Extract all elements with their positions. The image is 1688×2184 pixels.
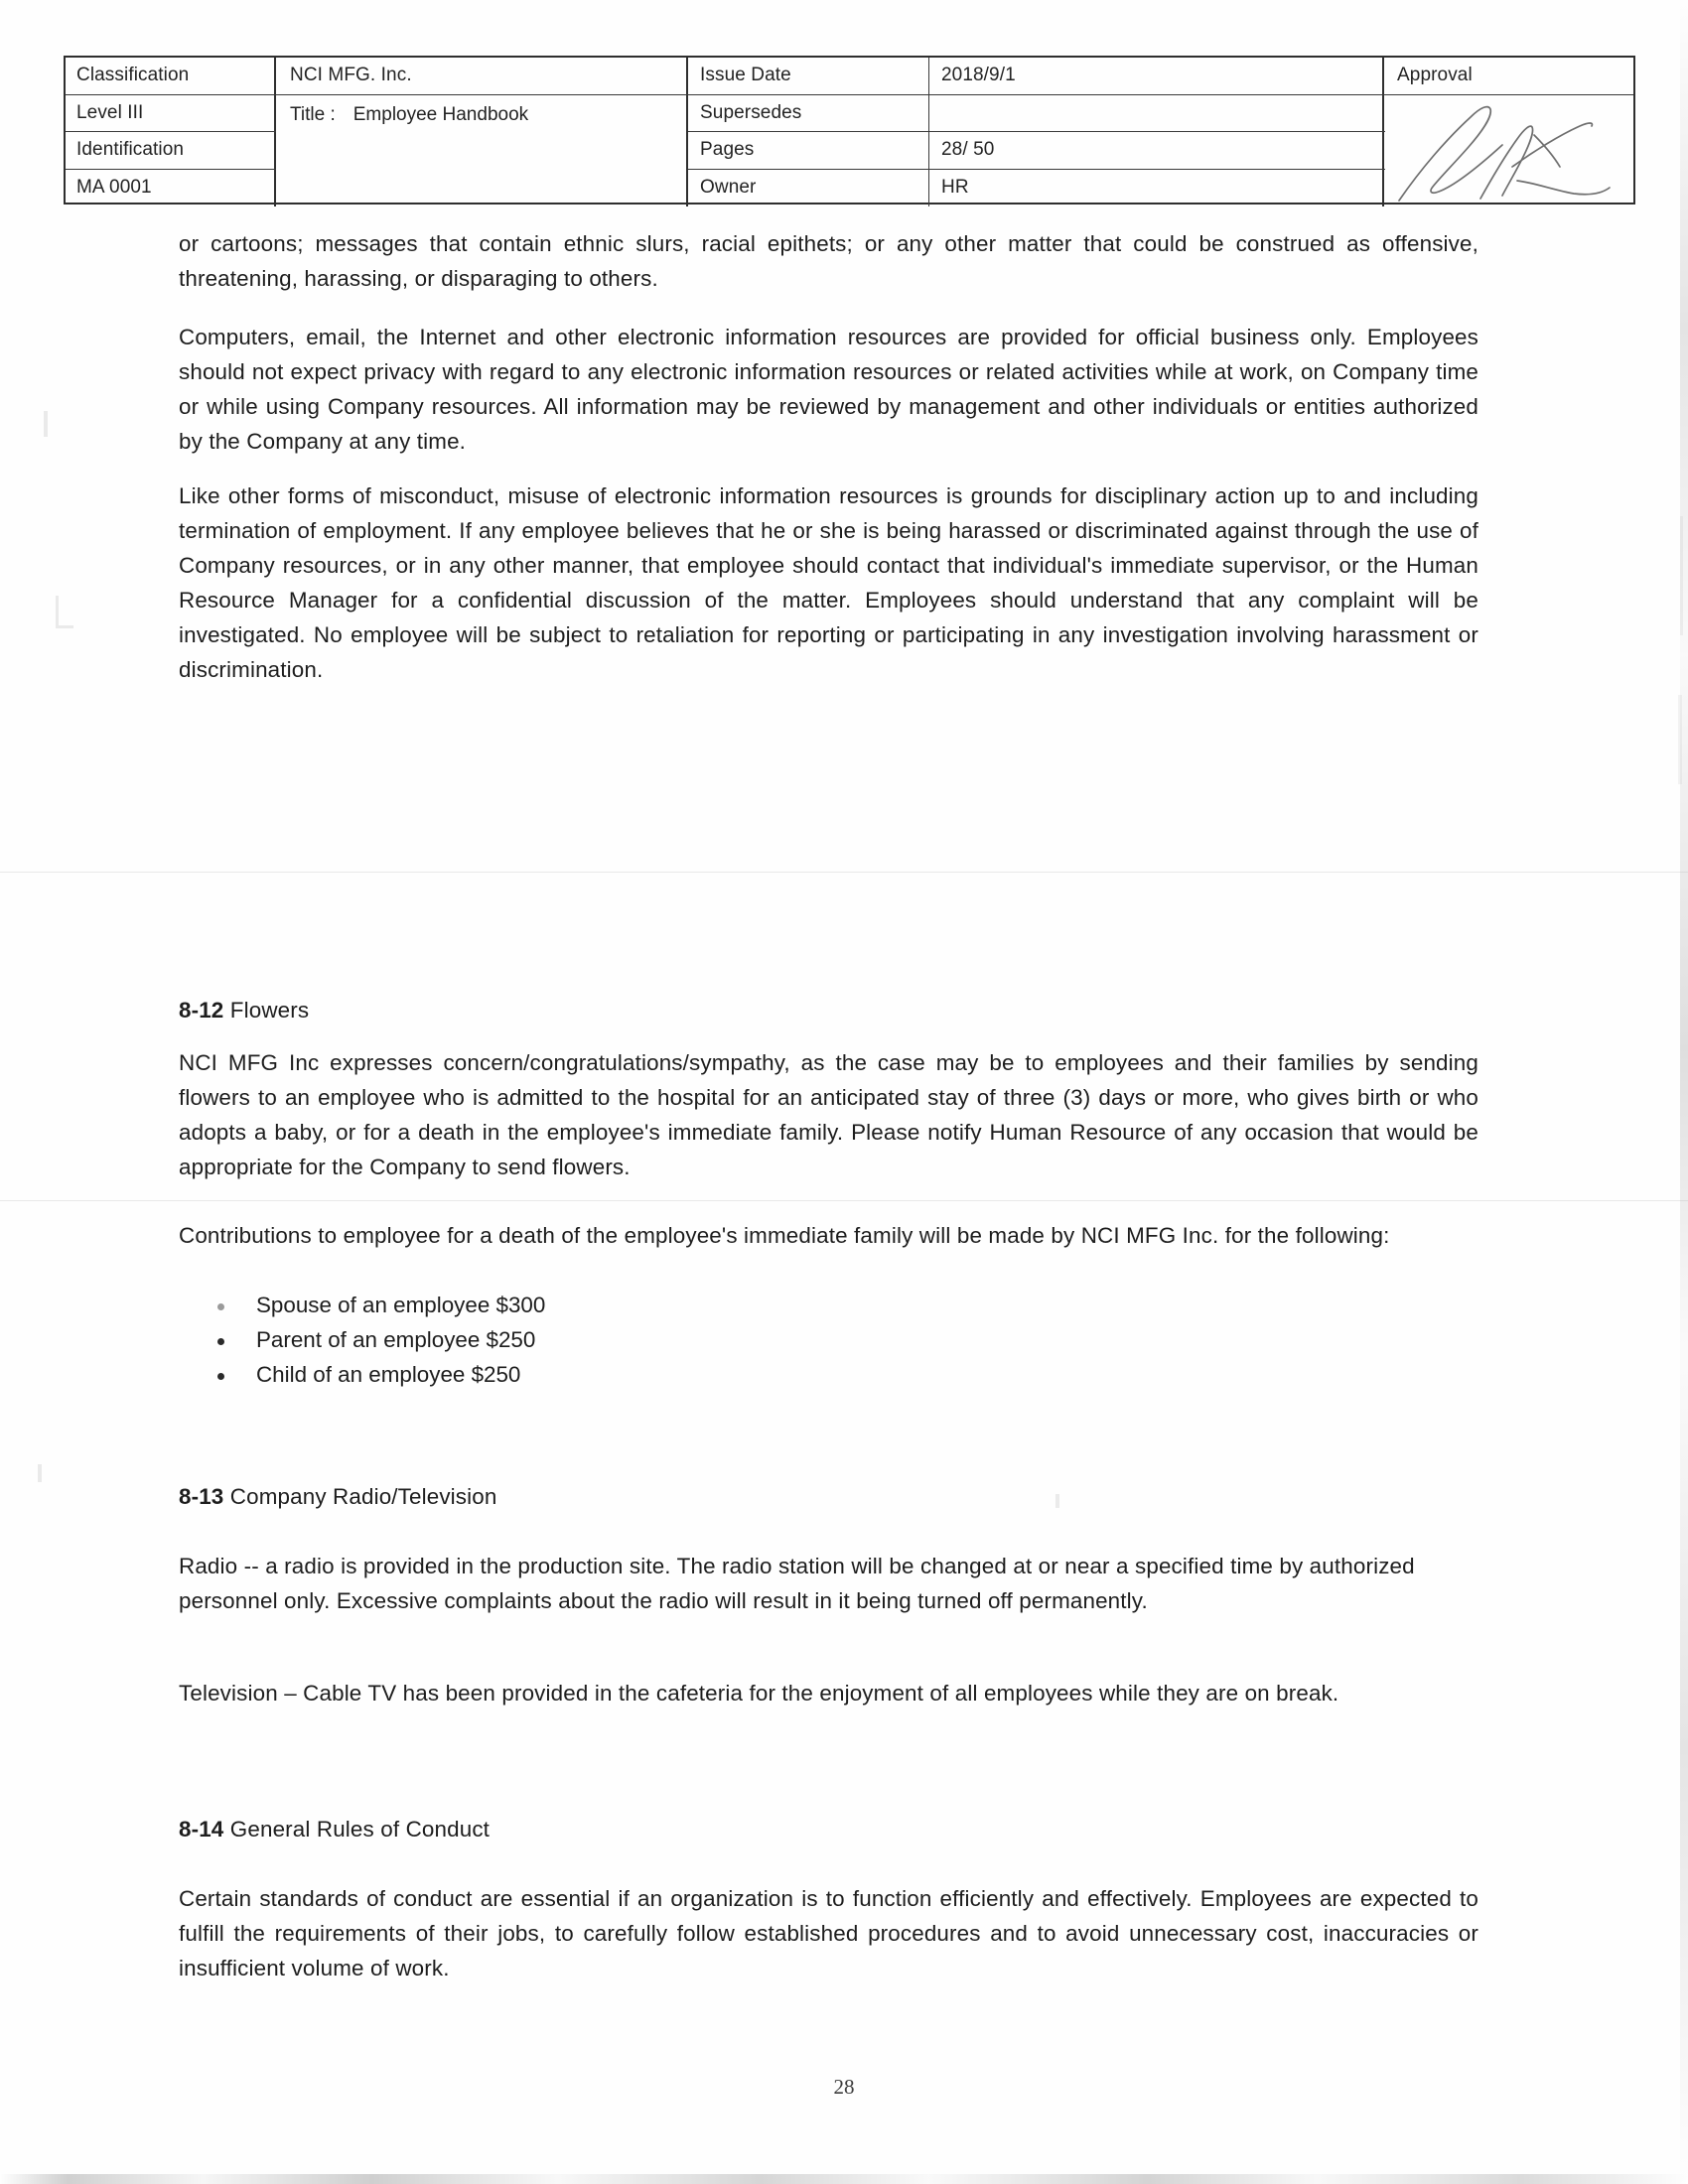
paragraph-contributions: Contributions to employee for a death of the employee's immediate family will be made by NCI MFG Inc. for the following:	[179, 1223, 1390, 1248]
section-number-8-12: 8-12	[179, 998, 224, 1023]
section-title-8-13: Company Radio/Television	[229, 1484, 497, 1509]
section-number-8-13: 8-13	[179, 1484, 224, 1509]
scan-speck	[44, 411, 48, 437]
scan-edge-artifact-bottom	[0, 2174, 1688, 2184]
cell-classification-label: Classification	[66, 58, 276, 94]
paragraph-radio: Radio -- a radio is provided in the production site. The radio station will be changed at or near a specified time by authorized personnel only. Excessive complaints about the radio will result in it being turned off permanently.	[179, 1554, 1415, 1613]
page-number: 28	[833, 2075, 855, 2099]
approval-signature-cell	[1385, 95, 1633, 204]
cell-pages-value: 28/ 50	[929, 132, 1384, 169]
paragraph-flowers: NCI MFG Inc expresses concern/congratulations/sympathy, as the case may be to employees and their families by sending flowers to an employee who is admitted to the hospital for an anticipated stay of three (3) days or more, who gives birth or who adopts a baby, or for a death in the employee's immediate family. Please notify Human Resource of any occasion that would be appropriate for the Company to send flowers.	[179, 1050, 1478, 1179]
signature-icon	[1385, 95, 1633, 204]
cell-issue-date-label: Issue Date	[688, 58, 929, 94]
document-control-header-table	[64, 56, 1635, 205]
scan-edge-artifact-right	[1680, 0, 1688, 2184]
section-title-8-12: Flowers	[229, 998, 310, 1023]
scan-speck	[56, 596, 59, 625]
cell-owner-value: HR	[929, 170, 1384, 207]
scan-speck	[1055, 1494, 1059, 1508]
list-item: Child of an employee $250	[179, 1357, 1478, 1392]
heading-8-13-radio-television	[179, 1479, 497, 1514]
cell-approval-label: Approval	[1397, 65, 1473, 86]
list-item: Spouse of an employee $300	[179, 1288, 1478, 1322]
scan-speck	[38, 1464, 42, 1482]
contribution-amount-list	[179, 1288, 1478, 1392]
table-row	[66, 58, 1633, 95]
cell-owner-label: Owner	[688, 170, 929, 207]
scan-streak	[0, 872, 1688, 873]
paragraph-misconduct: Like other forms of misconduct, misuse of electronic information resources is grounds for disciplinary action up to and including termination of employment. If any employee believes that he or she is being harassed or discriminated against through the use of Company resources, or in any other manner, that employee should contact that individual's immediate supervisor, or the Human Resource Manager for a confidential discussion of the matter. Employees should understand that any complaint will be investigated. No employee will be subject to retaliation for reporting or participating in any investigation involving harassment or discrimination.	[179, 483, 1478, 682]
paragraph-computers-email: Computers, email, the Internet and other electronic information resources are provided for official business only. Employees should not expect privacy with regard to any electronic information resources or related activities while at work, on Company time or while using Company resources. All information may be reviewed by management and other individuals or entities authorized by the Company at any time.	[179, 325, 1478, 454]
paragraph-cartoons: or cartoons; messages that contain ethnic slurs, racial epithets; or any other matter that could be construed as offensive, threatening, harassing, or disparaging to others.	[179, 231, 1478, 291]
cell-supersedes-value	[929, 95, 1384, 132]
cell-document-title	[276, 95, 688, 203]
cell-company-name: NCI MFG. Inc.	[276, 58, 688, 94]
section-number-8-14: 8-14	[179, 1817, 224, 1842]
paragraph-television: Television – Cable TV has been provided in the cafeteria for the enjoyment of all employees while they are on break.	[179, 1681, 1339, 1706]
cell-supersedes-label: Supersedes	[688, 95, 929, 132]
paragraph-conduct: Certain standards of conduct are essential if an organization is to function efficiently and effectively. Employees are expected to fulfill the requirements of their jobs, to carefully follow established procedures and to avoid unnecessary cost, inaccuracies or insufficient volume of work.	[179, 1886, 1478, 1980]
list-item: Parent of an employee $250	[179, 1322, 1478, 1357]
section-title-8-14: General Rules of Conduct	[229, 1817, 491, 1842]
heading-8-12-flowers	[179, 993, 309, 1027]
cell-issue-date-value: 2018/9/1	[929, 58, 1384, 94]
heading-8-14-general-rules	[179, 1812, 490, 1846]
cell-pages-label: Pages	[688, 132, 929, 169]
cell-identification-label: Identification	[66, 132, 276, 169]
title-label: Title :	[290, 103, 336, 125]
cell-identification-value: MA 0001	[66, 170, 276, 207]
title-value: Employee Handbook	[352, 103, 529, 125]
cell-level-value: Level III	[66, 95, 276, 132]
scan-streak	[0, 1200, 1688, 1201]
scan-speck	[56, 625, 73, 628]
